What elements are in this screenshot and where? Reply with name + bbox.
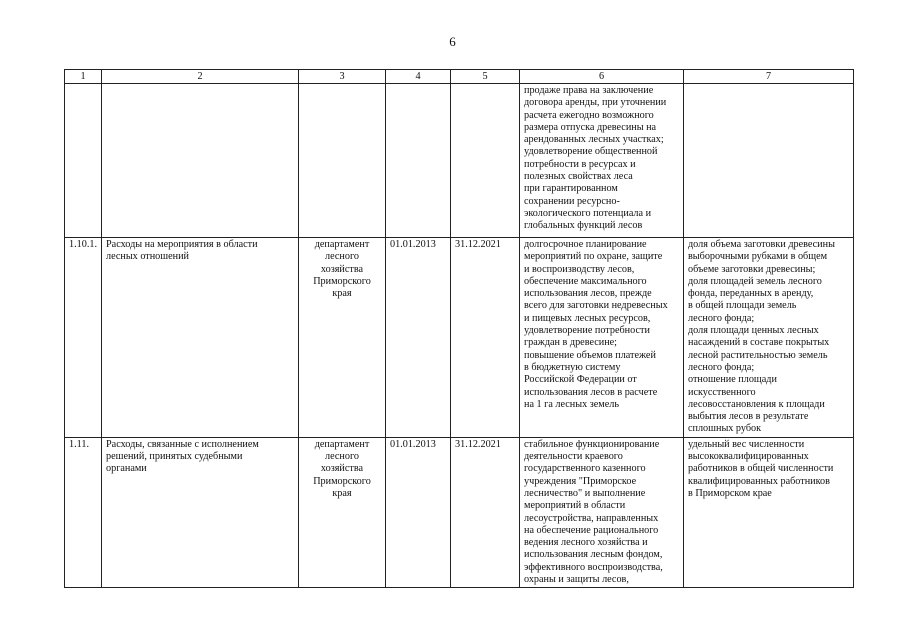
end-date: 31.12.2021 <box>451 238 520 438</box>
expected-result: долгосрочное планирование мероприятий по охране, защите и воспроизводству лесов, обеспечение максимального использования лесов, прежде всего для заготовки недревесных и пищевых лесных ресурсов, удовлетворение потребности граждан в древесине; повышение объемов платежей в бюджетную систему Российской Федерации от использования лесов в расчете на 1 га лесных земель <box>520 238 684 438</box>
expected-result: продаже права на заключение договора аренды, при уточнении расчета ежегодно возможного размера отпуска древесины на арендованных лесных участках; удовлетворение общественной потребности в ресурсах и полезных свойствах леса при гарантированном сохранении ресурсно- экологического потенциала и глобальных функций лесов <box>520 84 684 238</box>
start-date: 01.01.2013 <box>386 238 451 438</box>
start-date <box>386 84 451 238</box>
event-name: Расходы на мероприятия в области лесных отношений <box>102 238 299 438</box>
header-col-3: 3 <box>299 70 386 84</box>
header-col-4: 4 <box>386 70 451 84</box>
start-date: 01.01.2013 <box>386 437 451 588</box>
event-name <box>102 84 299 238</box>
row-number: 1.11. <box>65 437 102 588</box>
page-number: 6 <box>449 34 456 49</box>
event-name: Расходы, связанные с исполнением решений, принятых судебными органами <box>102 437 299 588</box>
executor: департамент лесного хозяйства Приморского края <box>299 238 386 438</box>
header-col-2: 2 <box>102 70 299 84</box>
expected-result: стабильное функционирование деятельности краевого государственного казенного учреждения "Приморское лесничество" и выполнение мероприятий в области лесоустройства, направленных на обеспечение рационального ведения лесного хозяйства и использования лесным фондом, эффективного воспроизводства, охраны и защиты лесов, <box>520 437 684 588</box>
row-number: 1.10.1. <box>65 238 102 438</box>
end-date: 31.12.2021 <box>451 437 520 588</box>
table-header <box>65 70 854 84</box>
header-col-7: 7 <box>684 70 854 84</box>
indicators: удельный вес численности высококвалифицированных работников в общей численности квалифицированных работников в Приморском крае <box>684 437 854 588</box>
header-col-6: 6 <box>520 70 684 84</box>
header-col-5: 5 <box>451 70 520 84</box>
table-row <box>65 437 854 588</box>
indicators: доля объема заготовки древесины выборочными рубками в общем объеме заготовки древесины; доля площадей земель лесного фонда, переданных в аренду, в общей площади земель лесного фонда; доля площади ценных лесных насаждений в составе покрытых лесной растительностью земель лесного фонда; отношение площади искусственного лесовосстановления к площади выбытия лесов в результате сплошных рубок <box>684 238 854 438</box>
table-row <box>65 84 854 238</box>
end-date <box>451 84 520 238</box>
header-col-1: 1 <box>65 70 102 84</box>
table-body <box>65 84 854 588</box>
executor <box>299 84 386 238</box>
executor: департамент лесного хозяйства Приморского края <box>299 437 386 588</box>
row-number <box>65 84 102 238</box>
table-row <box>65 238 854 438</box>
indicators <box>684 84 854 238</box>
header-row <box>65 70 854 84</box>
program-table <box>64 69 854 588</box>
